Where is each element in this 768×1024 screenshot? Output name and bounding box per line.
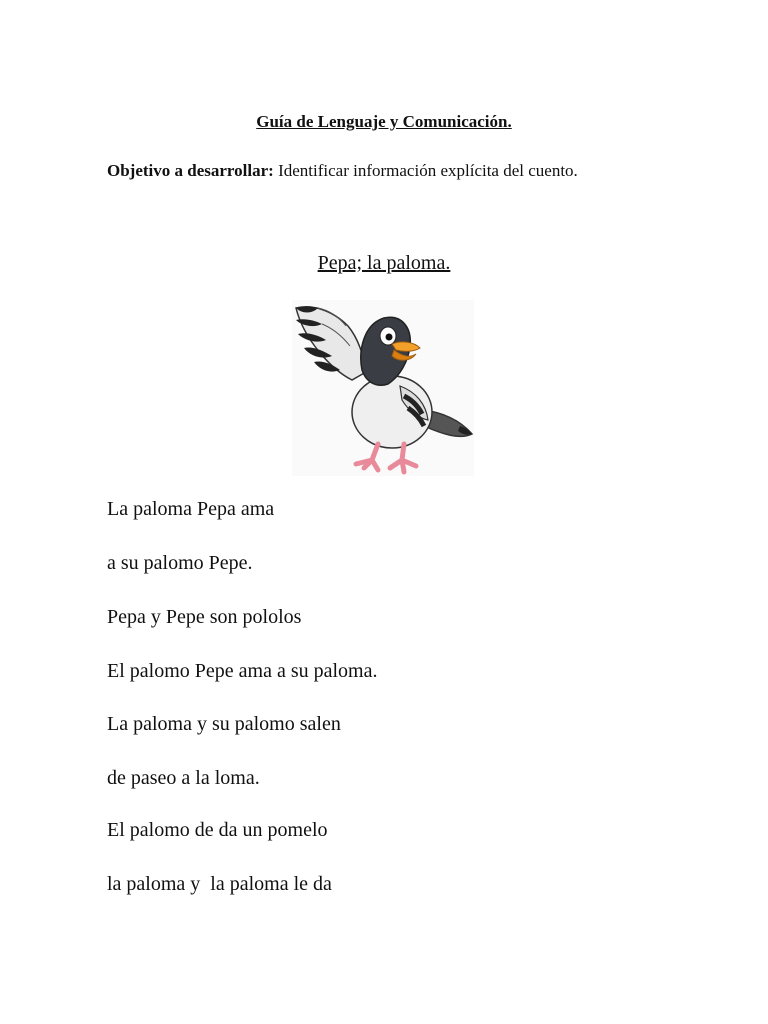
story-line: de paseo a la loma. (107, 767, 260, 789)
objective-paragraph (107, 158, 662, 183)
story-line: El palomo de da un pomelo (107, 819, 328, 841)
head-drawing (361, 317, 420, 385)
story-line: Pepa y Pepe son pololos (107, 606, 302, 628)
objective-label: Objetivo a desarrollar: (107, 161, 274, 180)
story-line: a su palomo Pepe. (107, 552, 253, 574)
document-title: Guía de Lenguaje y Comunicación. (256, 112, 512, 131)
pigeon-illustration (292, 300, 474, 476)
objective-text: Identificar información explícita del cuento. (273, 161, 578, 180)
story-line: La paloma y su palomo salen (107, 713, 341, 735)
story-title: Pepa; la paloma. (317, 252, 451, 274)
wing-drawing (296, 307, 366, 381)
story-line: La paloma Pepa ama (107, 498, 275, 520)
body-drawing (352, 376, 432, 448)
story-line: El palomo Pepe ama a su paloma. (107, 660, 378, 682)
story-line: la paloma y la paloma le da (107, 873, 332, 895)
